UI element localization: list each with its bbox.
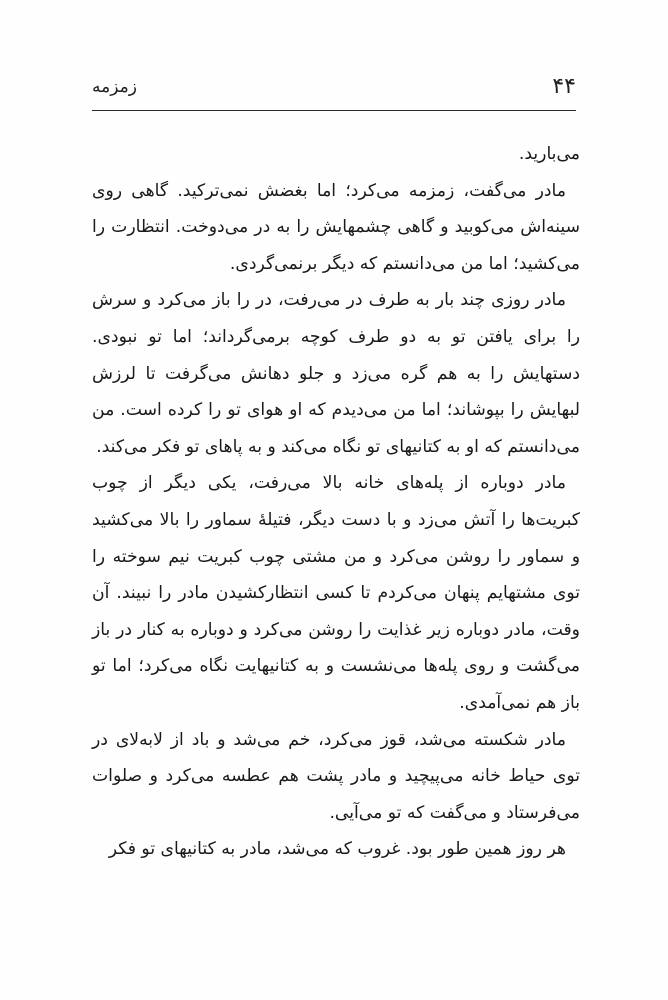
header-divider bbox=[92, 110, 576, 111]
paragraph: هر روز همین طور بود. غروب که می‌شد، مادر به کتانیهای تو فکر bbox=[108, 839, 566, 860]
page-header bbox=[92, 74, 576, 106]
body-text bbox=[92, 136, 580, 868]
paragraph: مادر دوباره از پله‌های خانه بالا می‌رفت، یکی دیگر از چوب کبریت‌ها را آتش می‌زد و با دست دیگر، فتیلهٔ سماور را بالا می‌کشید و سماور را روشن می‌کرد و من مشتی چوب کبریت نیم سوخته را توی مشتهایم پنهان می‌کردم تا کسی انتظارکشیدن مادر را نبیند. آن وقت، مادر دوباره زیر غذایت را روشن می‌کرد و دوباره به کنار در باز می‌گشت و روی پله‌ها می‌نشست و به کتانیهایت نگاه می‌کرد؛ اما تو باز هم نمی‌آمدی. bbox=[92, 473, 580, 713]
paragraph: مادر شکسته می‌شد، قوز می‌کرد، خم می‌شد و باد از لابه‌لای در توی حیاط خانه می‌پیچید و مادر پشت هم عطسه می‌کرد و صلوات می‌فرستاد و می‌گفت که تو می‌آیی. bbox=[92, 729, 580, 823]
page-number: ۴۴ bbox=[552, 74, 576, 99]
running-title: زمزمه bbox=[92, 77, 137, 97]
paragraph: می‌بارید. bbox=[518, 144, 580, 164]
paragraph: مادر می‌گفت، زمزمه می‌کرد؛ اما بغضش نمی‌ترکید. گاهی روی سینه‌اش می‌کوبید و گاهی چشمهایش را به در می‌دوخت. انتظارت را می‌کشید؛ اما من می‌دانستم که دیگر برنمی‌گردی. bbox=[92, 180, 580, 274]
paragraph: مادر روزی چند بار به طرف در می‌رفت، در را باز می‌کرد و سرش را برای یافتن تو به دو طرف کوچه برمی‌گرداند؛ اما تو نبودی. دستهایش را به هم گره می‌زد و جلو دهانش می‌گرفت تا لرزش لبهایش را بپوشاند؛ اما من می‌دیدم که او هوای تو را کرده است. من می‌دانستم که او به کتانیهای تو نگاه می‌کند و به پاهای تو فکر می‌کند. bbox=[92, 290, 580, 457]
